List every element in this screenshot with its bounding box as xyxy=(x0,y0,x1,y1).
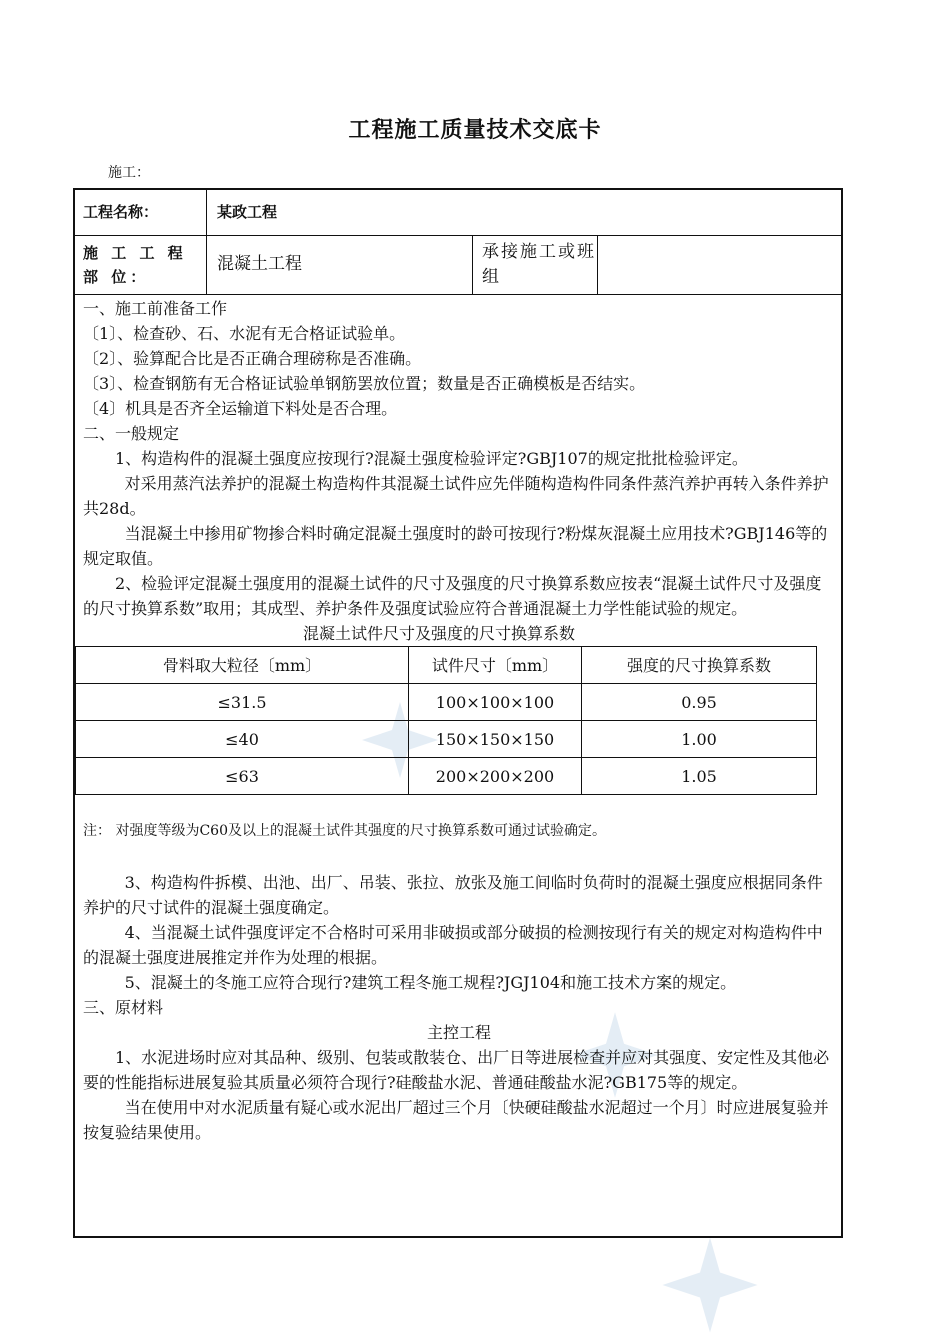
paragraph: 1、水泥进场时应对其品种、级别、包装或散装仓、出厂日等进展检查并应对其强度、安定性及其他必要的性能指标进展复验其质量必须符合现行?硅酸盐水泥、普通硅酸盐水泥?GB175等的规定。 xyxy=(83,1048,830,1092)
paragraph: 当在使用中对水泥质量有疑心或水泥出厂超过三个月〔快硬硅酸盐水泥超过一个月〕时应进展复验并按复验结果使用。 xyxy=(83,1098,829,1142)
table-cell: 100×100×100 xyxy=(409,684,582,721)
section-2-title: 二、一般规定 xyxy=(83,424,180,443)
project-name-row xyxy=(75,190,841,236)
paragraph: 4、当混凝土试件强度评定不合格时可采用非破损或部分破损的检测按现行有关的规定对构造构件中的混凝土强度进展推定并作为处理的根据。 xyxy=(83,923,823,967)
project-name-value: 某政工程 xyxy=(217,203,278,221)
table-header: 试件尺寸〔mm〕 xyxy=(409,647,582,684)
list-item: 〔3〕、检查钢筋有无合格证试验单钢筋罢放位置；数量是否正确模板是否结实。 xyxy=(83,374,646,393)
table-cell: 1.05 xyxy=(582,758,817,795)
table-row xyxy=(76,721,817,758)
table-row xyxy=(76,684,817,721)
table-note: 注： 对强度等级为C60及以上的混凝土试件其强度的尺寸换算系数可通过试验确定。 xyxy=(83,823,606,839)
section-3-title: 三、原材料 xyxy=(83,998,164,1017)
contractor-label: 承接施工或班组 xyxy=(482,242,596,287)
project-name-label: 工程名称： xyxy=(83,203,159,221)
paragraph: 1、构造构件的混凝土强度应按现行?混凝土强度检验评定?GBJ107的规定批批检验评定。 xyxy=(115,449,748,468)
disclosure-card xyxy=(73,188,843,1238)
table-title: 混凝土试件尺寸及强度的尺寸换算系数 xyxy=(302,624,575,643)
table-cell: ≤40 xyxy=(76,721,409,758)
subsection-title: 主控工程 xyxy=(426,1023,491,1042)
subtitle: 施工： xyxy=(108,165,150,181)
table-header: 骨料取大粒径〔mm〕 xyxy=(76,647,409,684)
watermark-icon xyxy=(660,1235,760,1335)
list-item: 〔2〕、验算配合比是否正确合理磅称是否准确。 xyxy=(83,349,422,368)
list-item: 〔1〕、检查砂、石、水泥有无合格证试验单。 xyxy=(83,324,406,343)
table-cell: 200×200×200 xyxy=(409,758,582,795)
paragraph: 2、检验评定混凝土强度用的混凝土试件的尺寸及强度的尺寸换算系数应按表“混凝土试件尺寸及强度的尺寸换算系数”取用；其成型、养护条件及强度试验应符合普通混凝土力学性能试验的规定。 xyxy=(83,574,822,618)
paragraph: 3、构造构件拆模、出池、出厂、吊装、张拉、放张及施工间临时负荷时的混凝土强度应根据同条件养护的尺寸试件的混凝土强度确定。 xyxy=(83,873,823,917)
table-cell: 150×150×150 xyxy=(409,721,582,758)
content-body xyxy=(83,296,835,1145)
list-item: 〔4〕机具是否齐全运输道下料处是否合理。 xyxy=(83,399,398,418)
table-cell: 0.95 xyxy=(582,684,817,721)
project-part-row xyxy=(75,235,841,295)
coefficient-table xyxy=(75,646,817,795)
part-value: 混凝土工程 xyxy=(217,254,302,274)
page-title: 工程施工质量技术交底卡 xyxy=(348,117,602,143)
table-cell: 1.00 xyxy=(582,721,817,758)
table-header: 强度的尺寸换算系数 xyxy=(582,647,817,684)
part-label: 施 工 工 程 部 位： xyxy=(83,244,187,286)
section-1-title: 一、施工前准备工作 xyxy=(83,299,228,318)
paragraph: 对采用蒸汽法养护的混凝土构造构件其混凝土试件应先伴随构造构件同条件蒸汽养护再转入条件养护共28d。 xyxy=(83,474,829,518)
contractor-value xyxy=(605,235,835,294)
table-cell: ≤63 xyxy=(76,758,409,795)
table-header-row xyxy=(76,647,817,684)
table-row xyxy=(76,758,817,795)
table-cell: ≤31.5 xyxy=(76,684,409,721)
paragraph: 5、混凝土的冬施工应符合现行?建筑工程冬施工规程?JGJ104和施工技术方案的规定。 xyxy=(124,973,737,992)
paragraph: 当混凝土中掺用矿物掺合料时确定混凝土强度时的龄可按现行?粉煤灰混凝土应用技术?GBJ146等的规定取值。 xyxy=(83,524,828,568)
